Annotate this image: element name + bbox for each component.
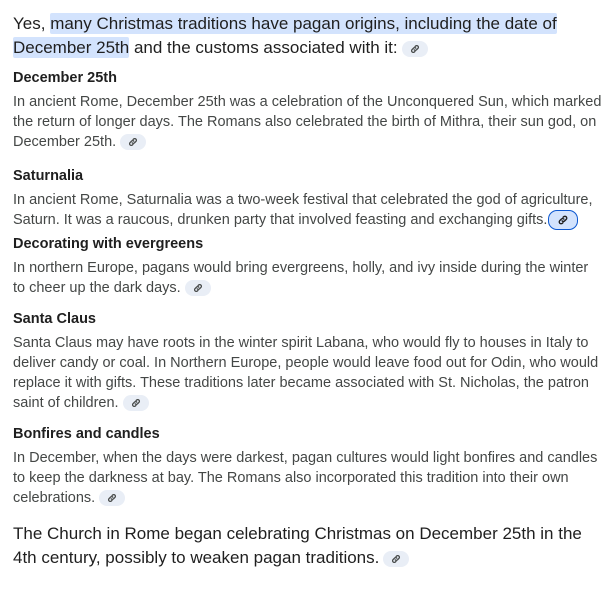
section-text: Santa Claus may have roots in the winter spirit Labana, who would fly to houses in Italy to deliver candy or coal. In Northern Europe, people would leave food out for Odin, who would replace it with gifts. These traditions later became associated with St. Nicholas, the patron saint of children. [13,335,599,412]
intro-paragraph [13,12,603,60]
link-icon [558,215,569,226]
source-link-button[interactable] [383,551,409,567]
section-body [13,258,603,298]
intro-prefix: Yes, [13,14,51,33]
link-icon [391,554,401,564]
section-text: In ancient Rome, Saturnalia was a two-week festival that celebrated the god of agriculture, Saturn. It was a raucous, drunken party that involved feasting and exchanging gifts. [13,192,593,228]
source-link-button[interactable] [185,280,211,296]
section-santa-claus [13,309,603,413]
section-title: Saturnalia [13,168,84,184]
section-decorating-with-evergreens [13,234,603,298]
intro-highlight-line2: December 25th [13,38,130,57]
link-icon [107,493,117,503]
section-saturnalia [13,166,603,230]
section-body [13,190,603,230]
source-link-button[interactable] [402,41,428,57]
section-body [13,333,603,413]
section-text: In northern Europe, pagans would bring evergreens, holly, and ivy inside during the winter to cheer up the dark days. [13,260,589,297]
link-icon [193,283,203,293]
section-title: Bonfires and candles [13,426,160,443]
link-icon [410,44,420,54]
conclusion-text: The Church in Rome began celebrating Christmas on December 25th in the 4th century, possibly to weaken pagan traditions. [13,524,582,568]
ai-answer [13,12,603,570]
section-text: In ancient Rome, December 25th was a celebration of the Unconquered Sun, which marked the return of longer days. The Romans also celebrated the birth of Mithra, their sun god, on December 25th. [13,94,602,150]
section-body [13,92,603,152]
section-title: December 25th [13,70,117,86]
intro-suffix: and the customs associated with it: [129,38,398,57]
section-title: Decorating with evergreens [13,236,204,253]
conclusion-paragraph [13,522,603,570]
section-body [13,448,603,508]
source-link-button[interactable] [120,134,146,150]
section-text: In December, when the days were darkest, pagan cultures would light bonfires and candles to keep the darkness at bay. The Romans also incorporated this tradition into their own celebrations. [13,450,598,507]
section-title: Santa Claus [13,311,96,328]
source-link-button[interactable] [123,395,149,411]
section-bonfires-and-candles [13,424,603,508]
intro-highlight-line1: many Christmas traditions have pagan origins, including the date of [50,14,557,33]
source-link-button[interactable] [99,490,125,506]
link-icon [131,398,141,408]
section-december-25th [13,68,603,152]
link-icon [128,137,138,147]
source-link-button-active[interactable] [548,210,578,230]
